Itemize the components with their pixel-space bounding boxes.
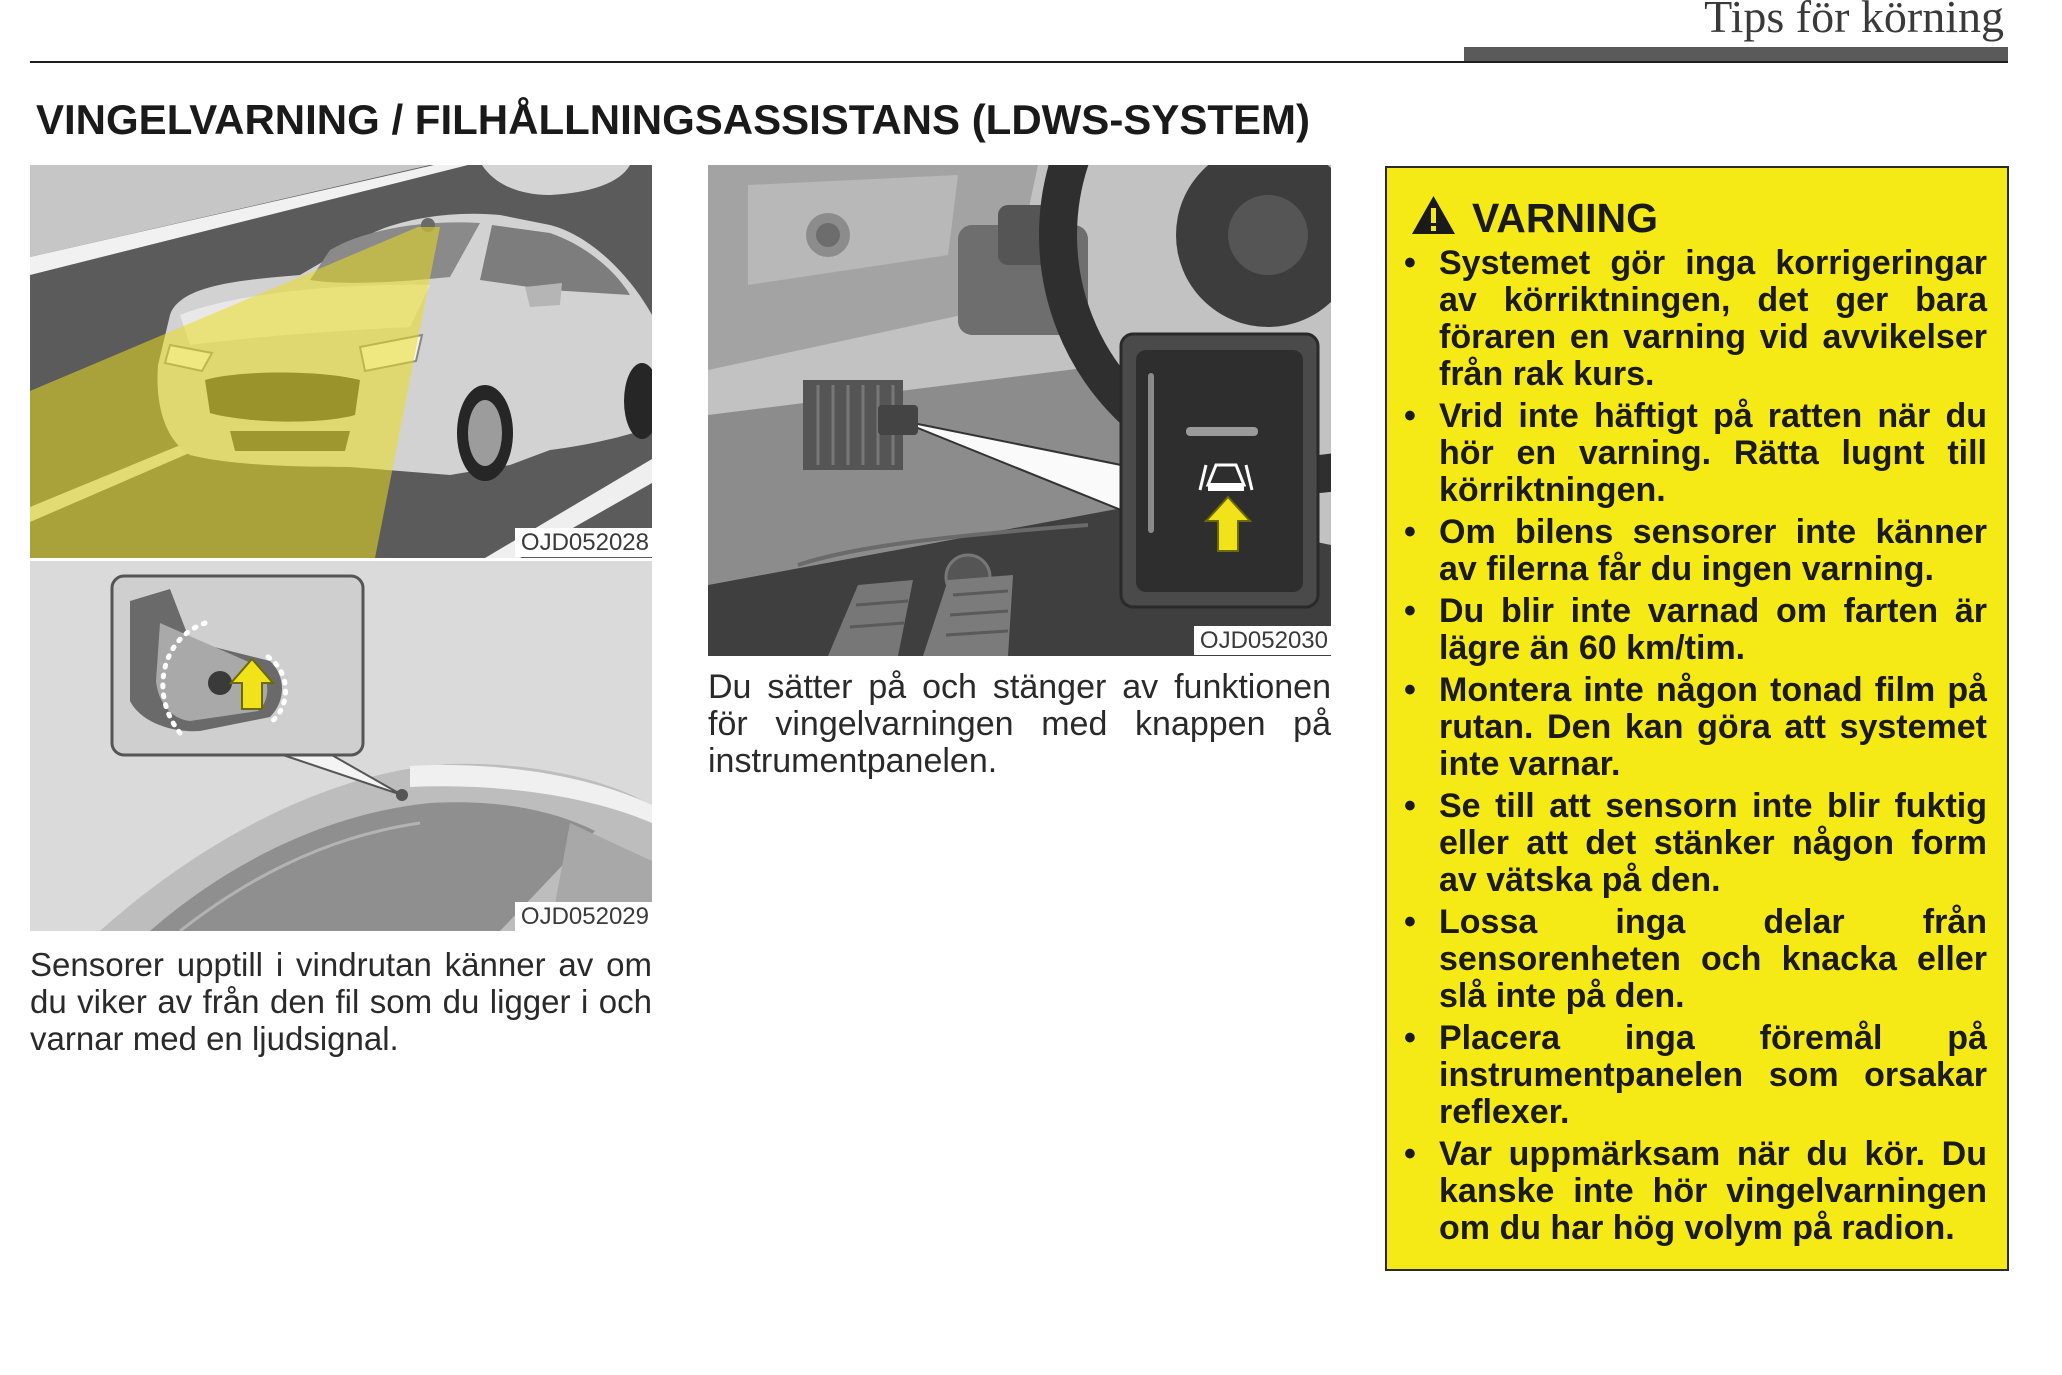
figure-lane-sensor-car	[30, 165, 652, 558]
figure-dashboard-button	[708, 165, 1331, 656]
car-illustration	[30, 165, 652, 558]
figure-code: OJD052029	[515, 902, 652, 931]
warning-item: • Lossa inga delar från sensorenheten och knacka eller slå inte på den.	[1439, 904, 1987, 1015]
warning-item: • Montera inte någon tonad film på rutan. Den kan göra att systemet inte varnar.	[1439, 672, 1987, 783]
warning-item: • Systemet gör inga korrigeringar av körriktningen, det ger bara föraren en varning vid avvikelser från rak kurs.	[1439, 245, 1987, 393]
warning-item: • Var uppmärksam när du kör. Du kanske inte hör vingelvarningen om du har hög volym på radion.	[1439, 1136, 1987, 1247]
figure-code: OJD052028	[515, 528, 652, 557]
section-title: Tips för körning	[1704, 0, 2004, 42]
header-bar	[1464, 47, 2008, 62]
warning-list	[1439, 245, 1987, 1247]
dashboard-illustration	[708, 165, 1331, 656]
warning-item: • Se till att sensorn inte blir fuktig eller att det stänker någon form av vätska på den.	[1439, 788, 1987, 899]
button-paragraph: Du sätter på och stänger av funktionen för vingelvarningen med knappen på instrumentpanelen.	[708, 668, 1331, 780]
warning-triangle-icon	[1410, 194, 1457, 236]
warning-title: VARNING	[1472, 195, 1659, 241]
warning-item: • Vrid inte häftigt på ratten när du hör en varning. Rätta lugnt till körriktningen.	[1439, 398, 1987, 509]
warning-item: • Placera inga föremål på instrumentpanelen som orsakar reflexer.	[1439, 1020, 1987, 1131]
warning-item: • Du blir inte varnad om farten är lägre än 60 km/tim.	[1439, 593, 1987, 667]
sensor-paragraph: Sensorer upptill i vindrutan känner av om du viker av från den fil som du ligger i och varnar med en ljudsignal.	[30, 946, 652, 1057]
page-title: VINGELVARNING / FILHÅLLNINGSASSISTANS (LDWS-SYSTEM)	[36, 96, 1310, 143]
header-rule	[30, 61, 2008, 63]
windshield-illustration	[30, 561, 652, 931]
figure-windshield-sensor	[30, 561, 652, 931]
figure-code: OJD052030	[1194, 626, 1331, 655]
warning-item: • Om bilens sensorer inte känner av filerna får du ingen varning.	[1439, 514, 1987, 588]
